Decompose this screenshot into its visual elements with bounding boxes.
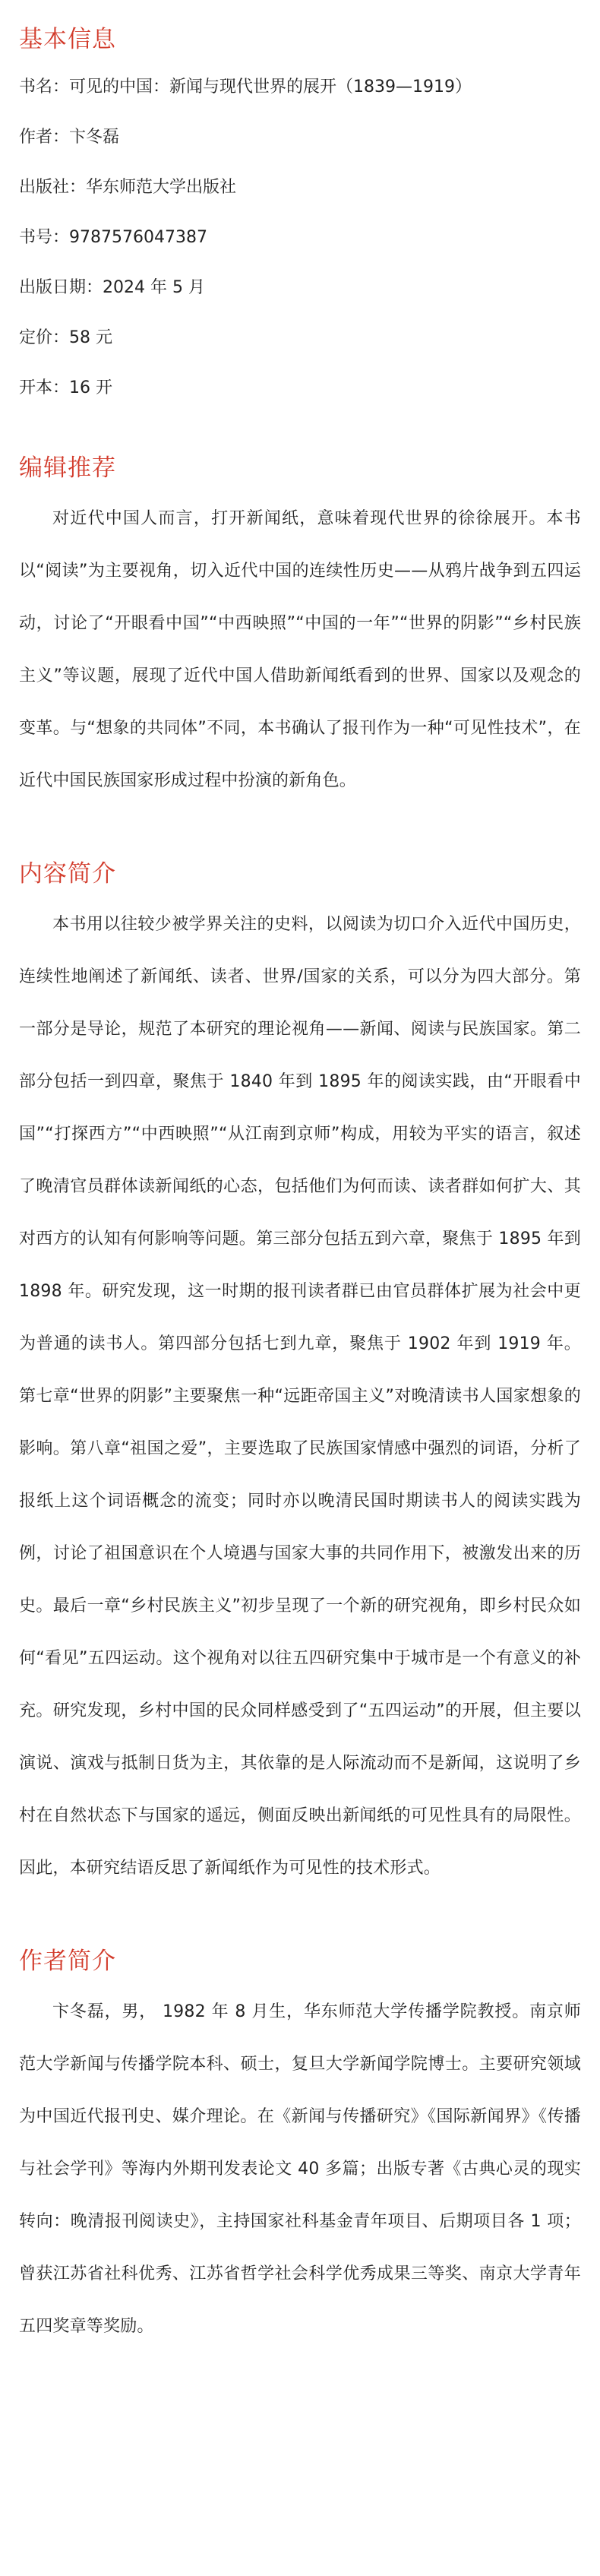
format-value: 16 开	[69, 378, 113, 397]
info-label: 作者：	[19, 128, 70, 147]
info-label: 定价：	[19, 328, 70, 347]
content-summary-text: 本书用以往较少被学界关注的史料，以阅读为切口介入近代中国历史，连续性地阐述了新闻纸、读者、世界/国家的关系，可以分为四大部分。第一部分是导论，规范了本研究的理论视角——新闻、阅读与民族国家。第二部分包括一到四章，聚焦于 1840 年到 1895 年的阅读实践，由“开眼看中国”“打探西方”“中西映照”“从江南到京师”构成，用较为平实的语言，叙述了晚清官员群体读新闻纸的心态，包括他们为何而读、读者群如何扩大、其对西方的认知有何影响等问题。第三部分包括五到六章，聚焦于 1895 年到 1898 年。研究发现，这一时期的报刊读者群已由官员群体扩展为社会中更为普通的读书人。第四部分包括七到九章，聚焦于 1902 年到 1919 年。第七章“世界的阴影”主要聚焦一种“远距帝国主义”对晚清读书人国家想象的影响。第八章“祖国之爱”，主要选取了民族国家情感中强烈的词语，分析了报纸上这个词语概念的流变；同时亦以晚清民国时期读书人的阅读实践为例，讨论了祖国意识在个人境遇与国家大事的共同作用下，被激发出来的历史。最后一章“乡村民族主义”初步呈现了一个新的研究视角，即乡村民众如何“看见”五四运动。这个视角对以往五四研究集中于城市是一个有意义的补充。研究发现，乡村中国的民众同样感受到了“五四运动”的开展，但主要以演说、演戏与抵制日货为主，其依靠的是人际流动而不是新闻，这说明了乡村在自然状态下与国家的遥远，侧面反映出新闻纸的可见性具有的局限性。因此，本研究结语反思了新闻纸作为可见性的技术形式。	[19, 915, 581, 1878]
basic-info-heading: 基本信息	[19, 26, 116, 53]
editor-recommendation-section	[19, 450, 581, 807]
isbn-value: 9787576047387	[69, 228, 207, 247]
author-intro-section	[19, 1943, 581, 2353]
basic-info-section	[19, 21, 581, 401]
publisher-value: 华东师范大学出版社	[86, 178, 237, 197]
price-value: 58 元	[69, 328, 113, 347]
info-author-line	[19, 125, 581, 150]
info-title-line	[19, 74, 581, 100]
author-value: 卞冬磊	[69, 128, 120, 147]
info-label: 出版社：	[19, 178, 87, 197]
info-label: 书名：	[19, 78, 70, 97]
info-isbn-line	[19, 225, 581, 251]
book-title-value: 可见的中国：新闻与现代世界的展开（1839—1919）	[69, 78, 472, 97]
info-price-line	[19, 325, 581, 351]
info-label: 书号：	[19, 228, 70, 247]
info-date-line	[19, 275, 581, 301]
publish-date-value: 2024 年 5 月	[103, 278, 205, 297]
content-summary-section	[19, 856, 581, 1894]
info-label: 出版日期：	[19, 278, 103, 297]
author-intro-heading: 作者简介	[19, 1948, 116, 1975]
editor-recommendation-text: 对近代中国人而言，打开新闻纸，意味着现代世界的徐徐展开。本书以“阅读”为主要视角，切入近代中国的连续性历史——从鸦片战争到五四运动，讨论了“开眼看中国”“中西映照”“中国的一年”“世界的阴影”“乡村民族主义”等议题，展现了近代中国人借助新闻纸看到的世界、国家以及观念的变革。与“想象的共同体”不同，本书确认了报刊作为一种“可见性技术”，在近代中国民族国家形成过程中扮演的新角色。	[19, 509, 581, 790]
editor-recommendation-heading: 编辑推荐	[19, 454, 116, 482]
info-label: 开本：	[19, 378, 70, 397]
info-format-line	[19, 375, 581, 401]
author-intro-text: 卞冬磊，男， 1982 年 8 月生，华东师范大学传播学院教授。南京师范大学新闻与传播学院本科、硕士，复旦大学新闻学院博士。主要研究领域为中国近代报刊史、媒介理论。在《新闻与传播研究》《国际新闻界》《传播与社会学刊》等海内外期刊发表论文 40 多篇；出版专著《古典心灵的现实转向：晚清报刊阅读史》，主持国家社科基金青年项目、后期项目各 1 项；曾获江苏省社科优秀、江苏省哲学社会科学优秀成果三等奖、南京大学青年五四奖章等奖励。	[19, 2002, 581, 2336]
content-summary-heading: 内容简介	[19, 860, 116, 888]
info-publisher-line	[19, 175, 581, 201]
